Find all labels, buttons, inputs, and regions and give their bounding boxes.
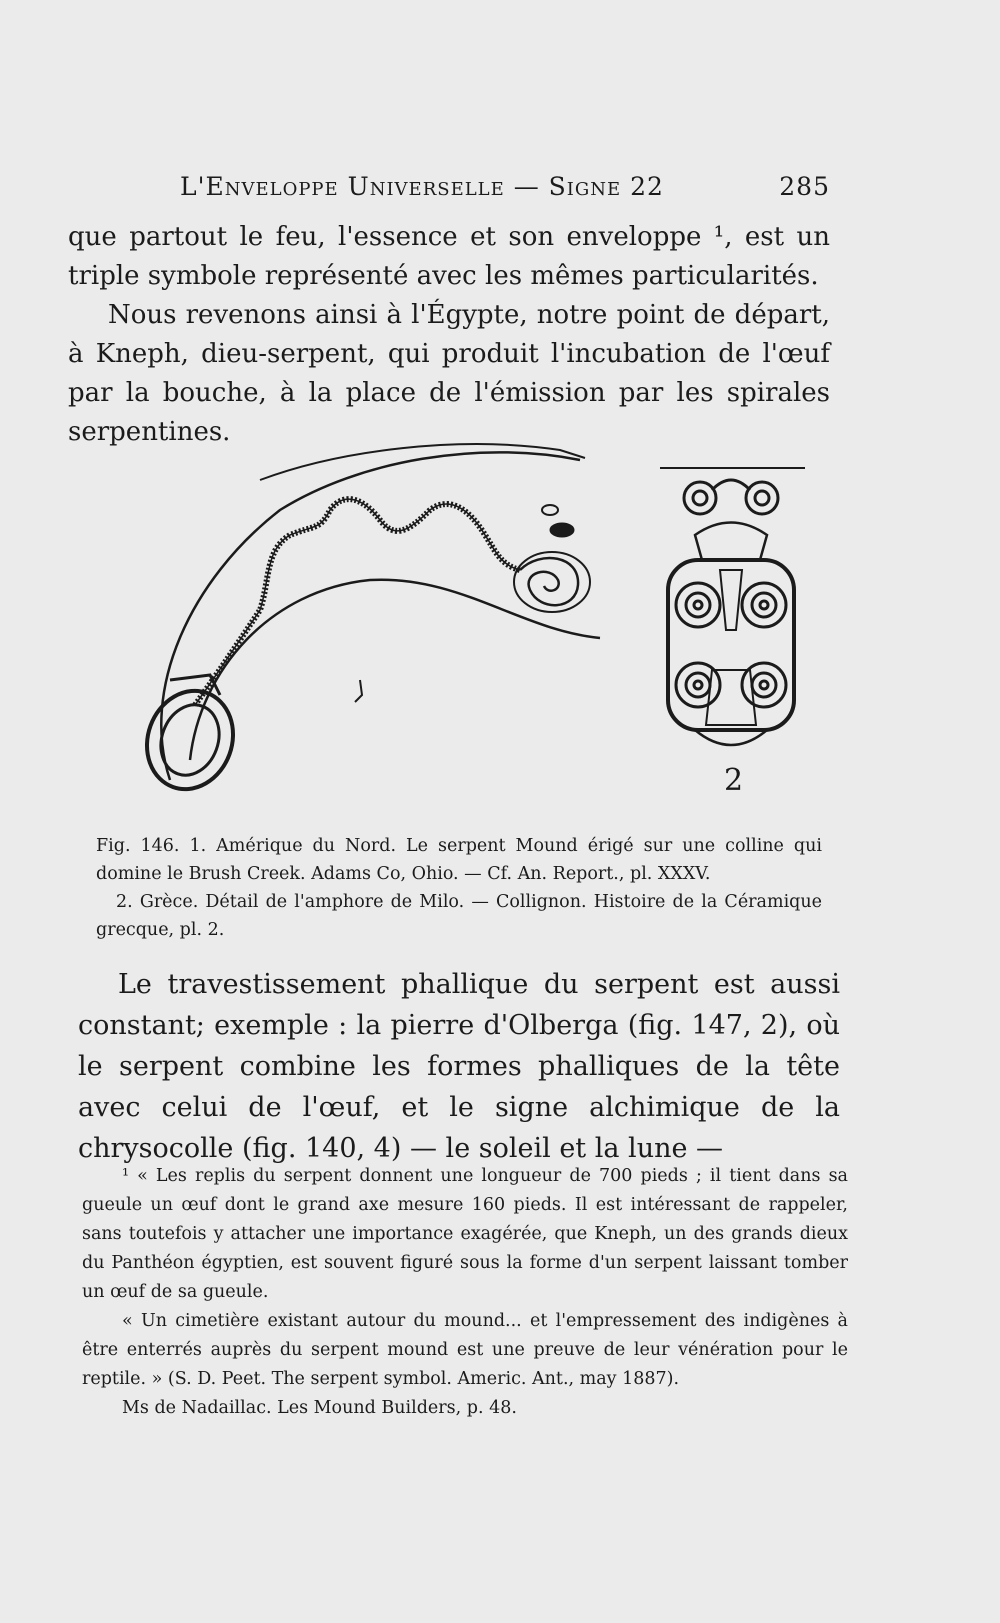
- figure-146: [100, 440, 830, 815]
- caption-part-2: 2. Grèce. Détail de l'amphore de Milo. — Collignon. Histoire de la Céramique grecque, pl. 2.: [96, 892, 822, 940]
- footnote-1-reference: Ms de Nadaillac. Les Mound Builders, p. 48.: [122, 1398, 517, 1418]
- body-text-bottom: [78, 964, 840, 1169]
- page-number: 285: [779, 172, 830, 201]
- paragraph-kneph: Nous revenons ainsi à l'Égypte, notre point de départ, à Kneph, dieu-serpent, qui produit l'incubation de l'œuf par la bouche, à la place de l'émission par les spirales serpentines.: [68, 300, 830, 447]
- caption-part-1: Fig. 146. 1. Amérique du Nord. Le serpent Mound érigé sur une colline qui domine le Brush Creek. Adams Co, Ohio. — Cf. An. Report., pl. XXXV.: [96, 836, 822, 884]
- footnote-1-continued: « Un cimetière existant autour du mound... et l'empressement des indigènes à être enterrés auprès du serpent mound est une preuve de leur vénération pour le reptile. » (S. D. Peet. The serpent symbol. Americ. Ant., may 1887).: [82, 1311, 848, 1389]
- body-text-top: [68, 218, 830, 452]
- figure-146-illustration: [100, 440, 830, 815]
- footnotes: [82, 1162, 848, 1423]
- footnote-1: ¹ « Les replis du serpent donnent une longueur de 700 pieds ; il tient dans sa gueule un œuf dont le grand axe mesure 160 pieds. Il est intéressant de rappeler, sans toutefois y attacher une importance exagérée, que Kneph, un des grands dieux du Panthéon égyptien, est souvent figuré sous la forme d'un serpent laissant tomber un œuf de sa gueule.: [82, 1166, 848, 1302]
- figure-label-2: 2: [724, 763, 744, 798]
- paragraph-continuation: que partout le feu, l'essence et son enveloppe ¹, est un triple symbole représenté avec les mêmes particularités.: [68, 222, 830, 291]
- running-header: [180, 172, 830, 206]
- paragraph-phallic: Le travestissement phallique du serpent est aussi constant; exemple : la pierre d'Olberga (fig. 147, 2), où le serpent combine les formes phalliques de la tête avec celui de l'œuf, et le signe alchimique de la chrysocolle (fig. 140, 4) — le soleil et la lune —: [78, 969, 840, 1164]
- serpent-mound-drawing: [133, 444, 600, 801]
- running-title: L'Enveloppe Universelle — Signe 22: [180, 172, 664, 201]
- figure-caption: [96, 832, 822, 944]
- amphora-ornament-drawing: [660, 468, 805, 745]
